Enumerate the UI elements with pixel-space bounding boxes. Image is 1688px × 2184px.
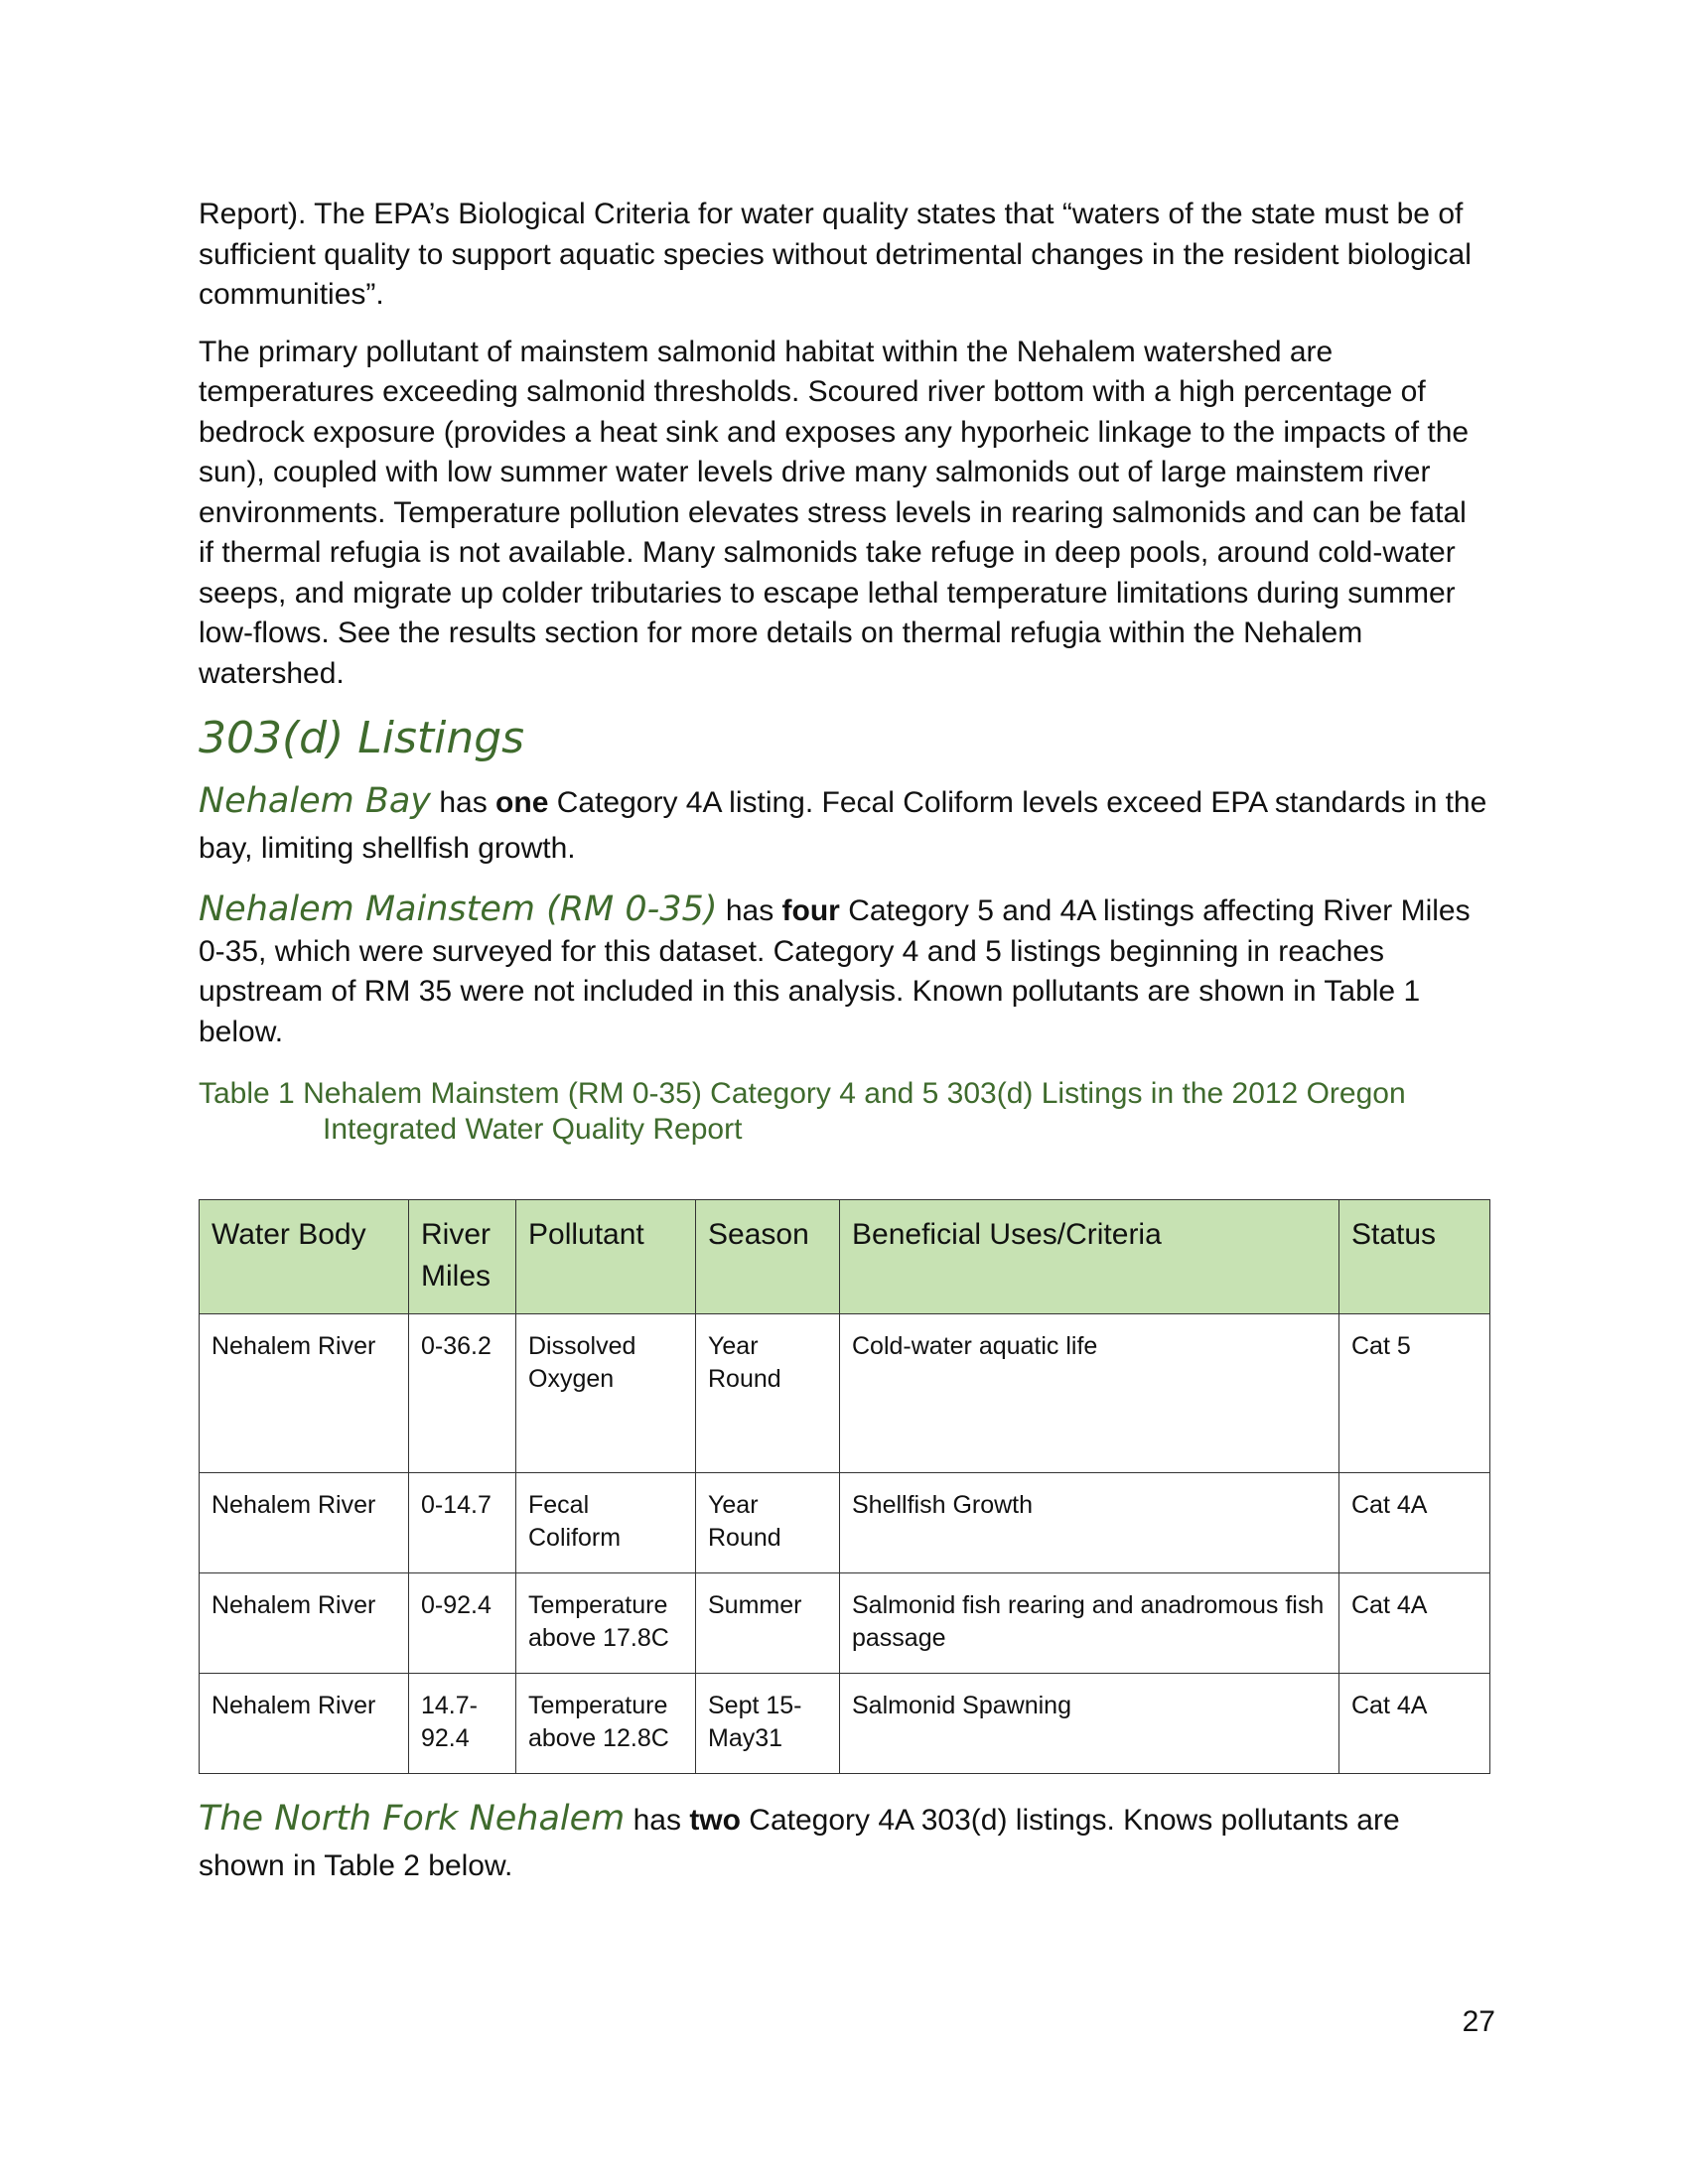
cell-river-miles: 14.7-92.4 <box>409 1674 516 1774</box>
cell-season: Sept 15-May31 <box>696 1674 840 1774</box>
page-number: 27 <box>1462 2005 1495 2038</box>
header-river-miles: River Miles <box>409 1200 516 1314</box>
cell-water-body: Nehalem River <box>200 1314 409 1473</box>
cell-beneficial-uses: Cold-water aquatic life <box>840 1314 1339 1473</box>
north-fork-paragraph <box>199 1796 1489 1889</box>
cell-river-miles: 0-36.2 <box>409 1314 516 1473</box>
cell-season: Year Round <box>696 1314 840 1473</box>
header-status: Status <box>1339 1200 1490 1314</box>
cell-water-body: Nehalem River <box>200 1473 409 1573</box>
north-fork-pre: has <box>625 1804 690 1837</box>
nehalem-mainstem-pre: has <box>717 894 782 927</box>
nehalem-mainstem-heading: Nehalem Mainstem (RM 0-35) <box>199 889 718 929</box>
north-fork-count: two <box>689 1804 741 1837</box>
cell-pollutant: Temperature above 12.8C <box>516 1674 696 1774</box>
cell-status: Cat 4A <box>1339 1674 1490 1774</box>
header-water-body: Water Body <box>200 1200 409 1314</box>
nehalem-mainstem-paragraph <box>199 889 1489 1052</box>
cell-season: Year Round <box>696 1473 840 1573</box>
nehalem-bay-pre: has <box>431 786 496 819</box>
cell-river-miles: 0-14.7 <box>409 1473 516 1573</box>
listings-table <box>199 1199 1490 1774</box>
cell-pollutant: Dissolved Oxygen <box>516 1314 696 1473</box>
section-heading: 303(d) Listings <box>199 713 525 763</box>
cell-season: Summer <box>696 1573 840 1674</box>
table-row <box>200 1473 1490 1573</box>
cell-status: Cat 5 <box>1339 1314 1490 1473</box>
north-fork-heading: The North Fork Nehalem <box>199 1799 626 1839</box>
nehalem-mainstem-text: Category 5 and 4A listings affecting River Miles 0-35, which were surveyed for this dataset. Category 4 and 5 listings beginning in reaches upstream of RM 35 were not included in this analysis. Known pollutants are shown in Table 1 below. <box>199 894 1471 1048</box>
document-page <box>199 195 1489 1907</box>
header-beneficial-uses: Beneficial Uses/Criteria <box>840 1200 1339 1314</box>
cell-pollutant: Temperature above 17.8C <box>516 1573 696 1674</box>
table-caption: Table 1 Nehalem Mainstem (RM 0-35) Category 4 and 5 303(d) Listings in the 2012 Oregon Integrated Water Quality Report <box>199 1077 1406 1146</box>
cell-status: Cat 4A <box>1339 1573 1490 1674</box>
cell-beneficial-uses: Salmonid fish rearing and anadromous fish passage <box>840 1573 1339 1674</box>
table-row <box>200 1314 1490 1473</box>
cell-beneficial-uses: Salmonid Spawning <box>840 1674 1339 1774</box>
cell-status: Cat 4A <box>1339 1473 1490 1573</box>
nehalem-mainstem-count: four <box>781 894 840 927</box>
cell-river-miles: 0-92.4 <box>409 1573 516 1674</box>
nehalem-bay-paragraph <box>199 778 1489 872</box>
cell-water-body: Nehalem River <box>200 1573 409 1674</box>
nehalem-bay-text: Category 4A listing. Fecal Coliform levels exceed EPA standards in the bay, limiting shellfish growth. <box>199 786 1487 865</box>
header-season: Season <box>696 1200 840 1314</box>
cell-beneficial-uses: Shellfish Growth <box>840 1473 1339 1573</box>
nehalem-bay-heading: Nehalem Bay <box>199 781 431 821</box>
table-row <box>200 1674 1490 1774</box>
intro-paragraph: Report). The EPA’s Biological Criteria for water quality states that “waters of the state must be of sufficient quality to support aquatic species without detrimental changes in the resident biological communities”. <box>199 198 1472 311</box>
pollutant-paragraph: The primary pollutant of mainstem salmonid habitat within the Nehalem watershed are temperatures exceeding salmonid thresholds. Scoured river bottom with a high percentage of bedrock exposure (provides a heat sink and exposes any hyporheic linkage to the impacts of the sun), coupled with low summer water levels drive many salmonids out of large mainstem river environments. Temperature pollution elevates stress levels in rearing salmonids and can be fatal if thermal refugia is not available. Many salmonids take refuge in deep pools, around cold-water seeps, and migrate up colder tributaries to escape lethal temperature limitations during summer low-flows. See the results section for more details on thermal refugia within the Nehalem watershed. <box>199 335 1470 690</box>
cell-water-body: Nehalem River <box>200 1674 409 1774</box>
table-header-row <box>200 1200 1490 1314</box>
north-fork-text: Category 4A 303(d) listings. Knows pollutants are shown in Table 2 below. <box>199 1804 1400 1882</box>
nehalem-bay-count: one <box>495 786 549 819</box>
table-row <box>200 1573 1490 1674</box>
cell-pollutant: Fecal Coliform <box>516 1473 696 1573</box>
header-pollutant: Pollutant <box>516 1200 696 1314</box>
